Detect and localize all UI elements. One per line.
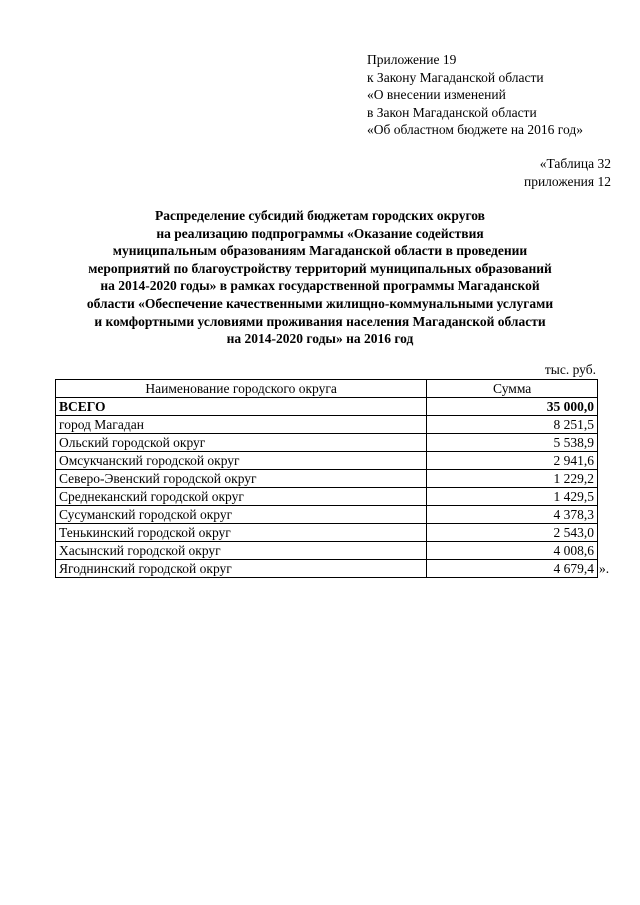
cell-sum: 1 229,2 xyxy=(427,470,598,488)
title-line: на 2014-2020 годы» в рамках государственной программы Магаданской xyxy=(100,278,540,294)
cell-sum: 35 000,0 xyxy=(427,398,598,416)
table-header-row xyxy=(56,380,598,398)
table-reference xyxy=(524,155,611,190)
cell-name: Хасынский городской округ xyxy=(56,542,427,560)
document-title xyxy=(60,207,580,348)
cell-sum: 8 251,5 xyxy=(427,416,598,434)
title-line: на 2014-2020 годы» на 2016 год xyxy=(226,331,414,347)
table-row xyxy=(56,452,598,470)
title-line: муниципальным образованиям Магаданской области в проведении xyxy=(112,243,528,259)
table-row xyxy=(56,506,598,524)
title-line: мероприятий по благоустройству территорий муниципальных образований xyxy=(88,260,552,276)
appendix-line: к Закону Магаданской области xyxy=(367,69,544,85)
table-row xyxy=(56,470,598,488)
title-line: Распределение субсидий бюджетам городских округов xyxy=(155,208,485,223)
cell-sum: 5 538,9 xyxy=(427,434,598,452)
appendix-line: «Об областном бюджете на 2016 год» xyxy=(367,122,583,138)
subsidy-table xyxy=(55,379,598,578)
cell-sum: 4 378,3 xyxy=(427,506,598,524)
cell-name: Ольский городской округ xyxy=(56,434,427,452)
column-header-sum: Сумма xyxy=(427,380,598,398)
table-ref-line: приложения 12 xyxy=(523,173,611,189)
appendix-header xyxy=(367,51,583,139)
cell-name: Северо-Эвенский городской округ xyxy=(56,470,427,488)
cell-name: Тенькинский городской округ xyxy=(56,524,427,542)
cell-name: Ягоднинский городской округ xyxy=(56,560,427,578)
appendix-line: «О внесении изменений xyxy=(367,87,506,103)
cell-sum: 4 008,6 xyxy=(427,542,598,560)
column-header-name: Наименование городского округа xyxy=(56,380,427,398)
cell-name: город Магадан xyxy=(56,416,427,434)
cell-name: Среднеканский городской округ xyxy=(56,488,427,506)
cell-sum: 1 429,5 xyxy=(427,488,598,506)
cell-sum: 2 543,0 xyxy=(427,524,598,542)
table-row xyxy=(56,560,598,578)
appendix-line: Приложение 19 xyxy=(367,52,457,67)
cell-name: ВСЕГО xyxy=(56,398,427,416)
appendix-line: в Закон Магаданской области xyxy=(367,104,537,120)
table-row xyxy=(56,488,598,506)
cell-name: Сусуманский городской округ xyxy=(56,506,427,524)
table-row-total xyxy=(56,398,598,416)
title-line: области «Обеспечение качественными жилищно-коммунальными услугами xyxy=(86,295,554,311)
table-row xyxy=(56,542,598,560)
cell-sum: 4 679,4 xyxy=(427,560,598,578)
cell-sum: 2 941,6 xyxy=(427,452,598,470)
table-ref-line: «Таблица 32 xyxy=(539,156,611,171)
table-row xyxy=(56,524,598,542)
title-line: и комфортными условиями проживания населения Магаданской области xyxy=(94,313,546,329)
title-line: на реализацию подпрограммы «Оказание содействия xyxy=(156,225,484,241)
units-label: тыс. руб. xyxy=(544,362,596,377)
table-row xyxy=(56,416,598,434)
table-row xyxy=(56,434,598,452)
cell-name: Омсукчанский городской округ xyxy=(56,452,427,470)
closing-quote-mark: ». xyxy=(599,561,610,576)
